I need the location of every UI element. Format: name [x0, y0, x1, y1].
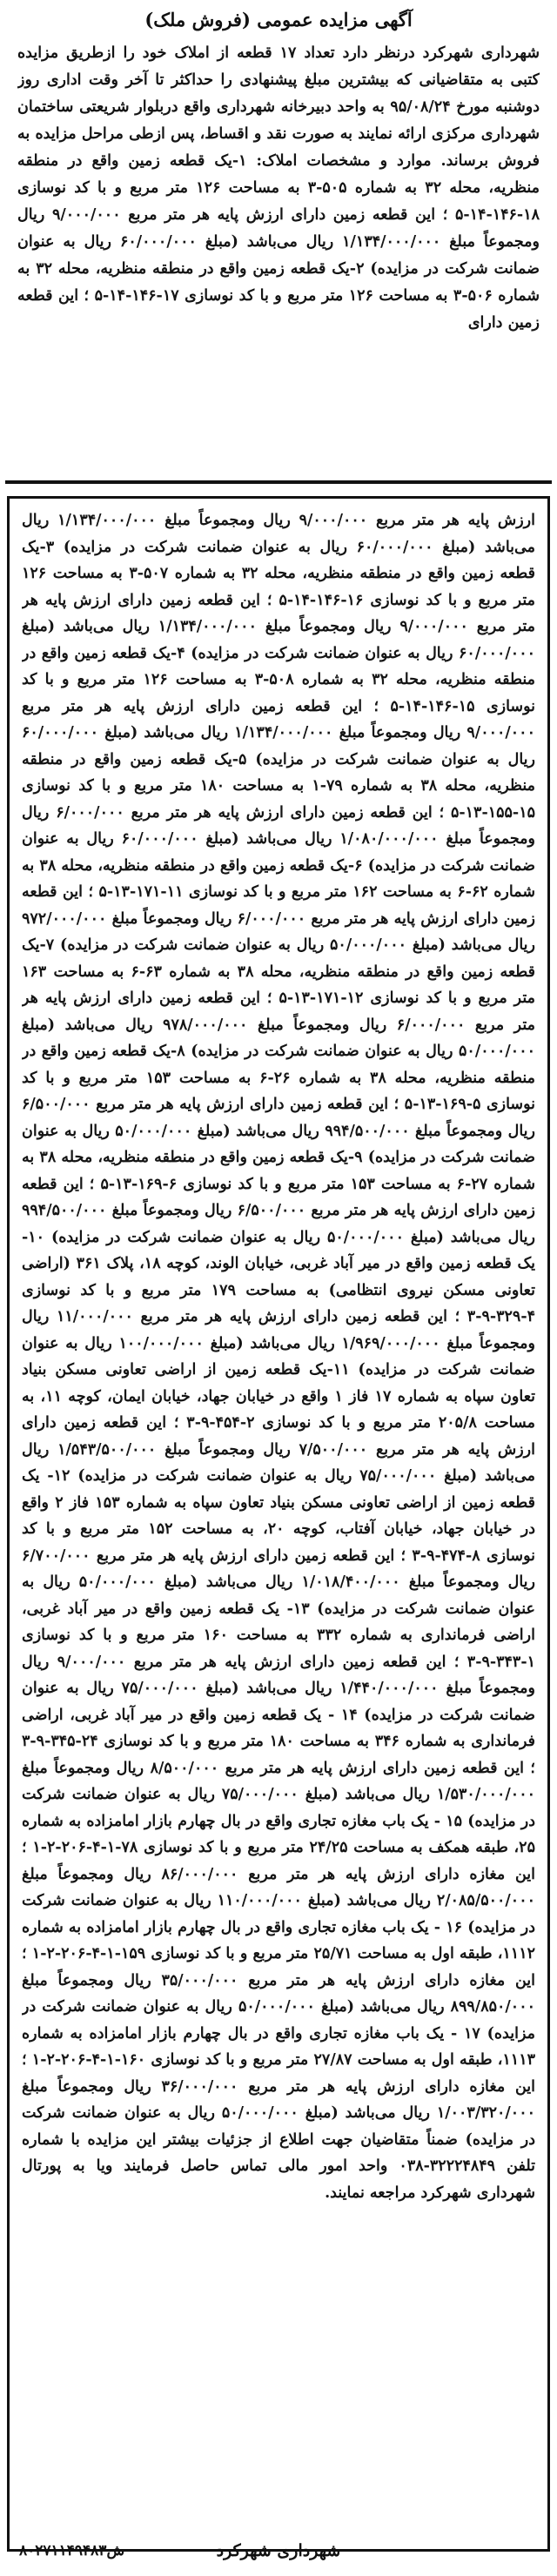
- intro-text: شهرداری شهرکرد درنظر دارد تعداد ۱۷ قطعه از املاک خود را ازطریق مزایده کتبی به متقاضیانی که بیشترین مبلغ پیشنهادی را حداکثر تا آخر وقت اداری روز دوشنبه مورخ ۹۵/۰۸/۲۴ به واحد دبیرخانه شهرداری واقع دربلوار شریعتی ساختمان شهرداری مرکزی ارائه نمایند به صورت نقد و اقساط، پس ازطی مراحل مزایده به فروش برساند. موارد و مشخصات املاک: ۱-یک قطعه زمین واقع در منطقه منظریه، محله ۳۲ به شماره ۵۰۵-۳ به مساحت ۱۲۶ متر مربع و با کد نوسازی ۱۸-۱۴۶-۱۴-۵ ؛ این قطعه زمین دارای ارزش پایه هر متر مربع ۹/۰۰۰/۰۰۰ ریال ومجموعاً مبلغ ۱/۱۳۴/۰۰۰/۰۰۰ ریال می‌باشد (مبلغ ۶۰/۰۰۰/۰۰۰ ریال به عنوان ضمانت شرکت در مزایده) ۲-یک قطعه زمین واقع در منطقه منظریه، محله ۳۲ به شماره ۵۰۶-۳ به مساحت ۱۲۶ متر مربع و با کد نوسازی ۱۷-۱۴۶-۱۴-۵ ؛ این قطعه زمین دارای: [17, 44, 540, 332]
- notice-title: آگهی مزایده عمومی (فروش ملک): [144, 9, 413, 30]
- details-inner: [22, 507, 535, 2540]
- details-frame: [7, 496, 550, 2552]
- divider: [5, 480, 552, 484]
- details-text: ارزش پایه هر متر مربع ۹/۰۰۰/۰۰۰ ریال ومجموعاً مبلغ ۱/۱۳۴/۰۰۰/۰۰۰ ریال می‌باشد (مبلغ ۶۰/۰۰۰/۰۰۰ ریال به عنوان ضمانت شرکت در مزایده) ۳-یک قطعه زمین واقع در منطقه منظریه، محله ۳۲ به شماره ۵۰۷-۳ به مساحت ۱۲۶ متر مربع و با کد نوسازی ۱۶-۱۴۶-۱۴-۵ ؛ این قطعه زمین دارای ارزش پایه هر متر مربع ۹/۰۰۰/۰۰۰ ریال ومجموعاً مبلغ ۱/۱۳۴/۰۰۰/۰۰۰ ریال می‌باشد (مبلغ ۶۰/۰۰۰/۰۰۰ ریال به عنوان ضمانت شرکت در مزایده) ۴-یک قطعه زمین واقع در منطقه منظریه، محله ۳۲ به شماره ۵۰۸-۳ به مساحت ۱۲۶ متر مربع و با کد نوسازی ۱۵-۱۴۶-۱۴-۵ ؛ این قطعه زمین دارای ارزش پایه هر متر مربع ۹/۰۰۰/۰۰۰ ریال ومجموعاً مبلغ ۱/۱۳۴/۰۰۰/۰۰۰ ریال می‌باشد (مبلغ ۶۰/۰۰۰/۰۰۰ ریال به عنوان ضمانت شرکت در مزایده) ۵-یک قطعه زمین واقع در منطقه منظریه، محله ۳۸ به شماره ۷۹-۱ به مساحت ۱۸۰ متر مربع و با کد نوسازی ۱۵-۱۵۵-۱۳-۵ ؛ این قطعه زمین دارای ارزش پایه هر متر مربع ۶/۰۰۰/۰۰۰ ریال ومجموعاً مبلغ ۱/۰۸۰/۰۰۰/۰۰۰ ریال می‌باشد (مبلغ ۶۰/۰۰۰/۰۰۰ ریال به عنوان ضمانت شرکت در مزایده) ۶-یک قطعه زمین واقع در منطقه منظریه، محله ۳۸ به شماره ۶۲-۶ به مساحت ۱۶۲ متر مربع و با کد نوسازی ۱۱-۱۷۱-۱۳-۵ ؛ این قطعه زمین دارای ارزش پایه هر متر مربع ۶/۰۰۰/۰۰۰ ریال ومجموعاً مبلغ ۹۷۲/۰۰۰/۰۰۰ ریال می‌باشد (مبلغ ۵۰/۰۰۰/۰۰۰ ریال به عنوان ضمانت شرکت در مزایده) ۷-یک قطعه زمین واقع در منطقه منظریه، محله ۳۸ به شماره ۶۳-۶ به مساحت ۱۶۳ متر مربع و با کد نوسازی ۱۲-۱۷۱-۱۳-۵ ؛ این قطعه زمین دارای ارزش پایه هر متر مربع ۶/۰۰۰/۰۰۰ ریال ومجموعاً مبلغ ۹۷۸/۰۰۰/۰۰۰ ریال می‌باشد (مبلغ ۵۰/۰۰۰/۰۰۰ ریال به عنوان ضمانت شرکت در مزایده) ۸-یک قطعه زمین واقع در منطقه منظریه، محله ۳۸ به شماره ۲۶-۶ به مساحت ۱۵۳ متر مربع و با کد نوسازی ۵-۱۶۹-۱۳-۵ ؛ این قطعه زمین دارای ارزش پایه هر متر مربع ۶/۵۰۰/۰۰۰ ریال ومجموعاً مبلغ ۹۹۴/۵۰۰/۰۰۰ ریال می‌باشد (مبلغ ۵۰/۰۰۰/۰۰۰ ریال به عنوان ضمانت شرکت در مزایده) ۹-یک قطعه زمین واقع در منطقه منظریه، محله ۳۸ به شماره ۲۷-۶ به مساحت ۱۵۳ متر مربع و با کد نوسازی ۶-۱۶۹-۱۳-۵ ؛ این قطعه زمین دارای ارزش پایه هر متر مربع ۶/۵۰۰/۰۰۰ ریال ومجموعاً مبلغ ۹۹۴/۵۰۰/۰۰۰ ریال می‌باشد (مبلغ ۵۰/۰۰۰/۰۰۰ ریال به عنوان ضمانت شرکت در مزایده) ۱۰-یک قطعه زمین واقع در میر آباد غربی، خیابان الوند، کوچه ۱۸، پلاک ۳۶۱ (اراضی تعاونی مسکن نیروی انتظامی) به مساحت ۱۷۹ متر مربع و با کد نوسازی ۴-۳۲۹-۹-۳ ؛ این قطعه زمین دارای ارزش پایه هر متر مربع ۱۱/۰۰۰/۰۰۰ ریال ومجموعاً مبلغ ۱/۹۶۹/۰۰۰/۰۰۰ ریال می‌باشد (مبلغ ۱۰۰/۰۰۰/۰۰۰ ریال به عنوان ضمانت شرکت در مزایده) ۱۱-یک قطعه زمین از اراضی تعاونی مسکن بنیاد تعاون سپاه به شماره ۱۷ فاز ۱ واقع در خیابان جهاد، خیابان ایمان، کوچه ۱۱، به مساحت ۲۰۵/۸ متر مربع و با کد نوسازی ۲-۴۵۴-۹-۳ ؛ این قطعه زمین دارای ارزش پایه هر متر مربع ۷/۵۰۰/۰۰۰ ریال ومجموعاً مبلغ ۱/۵۴۳/۵۰۰/۰۰۰ ریال می‌باشد (مبلغ ۷۵/۰۰۰/۰۰۰ ریال به عنوان ضمانت شرکت در مزایده) ۱۲- یک قطعه زمین از اراضی تعاونی مسکن بنیاد تعاون سپاه به شماره ۱۵۳ فاز ۲ واقع در خیابان جهاد، خیابان آفتاب، کوچه ۲۰، به مساحت ۱۵۲ متر مربع و با کد نوسازی ۸-۴۷۴-۹-۳ ؛ این قطعه زمین دارای ارزش پایه هر متر مربع ۶/۷۰۰/۰۰۰ ریال ومجموعاً مبلغ ۱/۰۱۸/۴۰۰/۰۰۰ ریال می‌باشد (مبلغ ۵۰/۰۰۰/۰۰۰ ریال به عنوان ضمانت شرکت در مزایده) ۱۳- یک قطعه زمین واقع در میر آباد غربی، اراضی فرمانداری به شماره ۳۳۲ به مساحت ۱۶۰ متر مربع و با کد نوسازی ۱-۳۴۳-۹-۳ ؛ این قطعه زمین دارای ارزش پایه هر متر مربع ۹/۰۰۰/۰۰۰ ریال ومجموعاً مبلغ ۱/۴۴۰/۰۰۰/۰۰۰ ریال می‌باشد (مبلغ ۷۵/۰۰۰/۰۰۰ ریال به عنوان ضمانت شرکت در مزایده) ۱۴ - یک قطعه زمین واقع در میر آباد غربی، اراضی فرمانداری به شماره ۳۴۶ به مساحت ۱۸۰ متر مربع و با کد نوسازی ۲۴-۳۴۵-۹-۳ ؛ این قطعه زمین دارای ارزش پایه هر متر مربع ۸/۵۰۰/۰۰۰ ریال ومجموعاً مبلغ ۱/۵۳۰/۰۰۰/۰۰۰ ریال می‌باشد (مبلغ ۷۵/۰۰۰/۰۰۰ ریال به عنوان ضمانت شرکت در مزایده) ۱۵ - یک باب مغازه تجاری واقع در بال چهارم بازار امامزاده به شماره ۲۵، طبقه همکف به مساحت ۲۴/۲۵ متر مربع و با کد نوسازی ۷۸-۱-۴-۲۰۶-۲-۱ ؛ این مغازه دارای ارزش پایه هر متر مربع ۸۶/۰۰۰/۰۰۰ ریال ومجموعاً مبلغ ۲/۰۸۵/۵۰۰/۰۰۰ ریال می‌باشد (مبلغ ۱۱۰/۰۰۰/۰۰۰ ریال به عنوان ضمانت شرکت در مزایده) ۱۶ - یک باب مغازه تجاری واقع در بال چهارم بازار امامزاده به شماره ۱۱۱۲، طبقه اول به مساحت ۲۵/۷۱ متر مربع و با کد نوسازی ۱۵۹-۱-۴-۲۰۶-۲-۱ ؛ این مغازه دارای ارزش پایه هر متر مربع ۳۵/۰۰۰/۰۰۰ ریال ومجموعاً مبلغ ۸۹۹/۸۵۰/۰۰۰ ریال می‌باشد (مبلغ ۵۰/۰۰۰/۰۰۰ ریال به عنوان ضمانت شرکت در مزایده) ۱۷ - یک باب مغازه تجاری واقع در بال چهارم بازار امامزاده به شماره ۱۱۱۳، طبقه اول به مساحت ۲۷/۸۷ متر مربع و با کد نوسازی ۱۶۰-۱-۴-۲۰۶-۲-۱ ؛ این مغازه دارای ارزش پایه هر متر مربع ۳۶/۰۰۰/۰۰۰ ریال ومجموعاً مبلغ ۱/۰۰۳/۳۲۰/۰۰۰ ریال می‌باشد (مبلغ ۵۰/۰۰۰/۰۰۰ ریال به عنوان ضمانت شرکت در مزایده) ضمناً متقاضیان جهت اطلاع از جزئیات بیشتر این مزایده با شماره تلفن ۳۲۲۲۴۸۴۹-۰۳۸ واحد امور مالی تماس حاصل فرمایند ویا به پورتال شهرداری شهرکرد مراجعه نمایند.: [22, 512, 535, 2202]
- reference-number: ش۸۰۲۷۱۱۴۹۴۸۳: [19, 2542, 125, 2559]
- intro-block: [17, 40, 540, 475]
- signature: شهرداری شهرکرد: [216, 2541, 341, 2560]
